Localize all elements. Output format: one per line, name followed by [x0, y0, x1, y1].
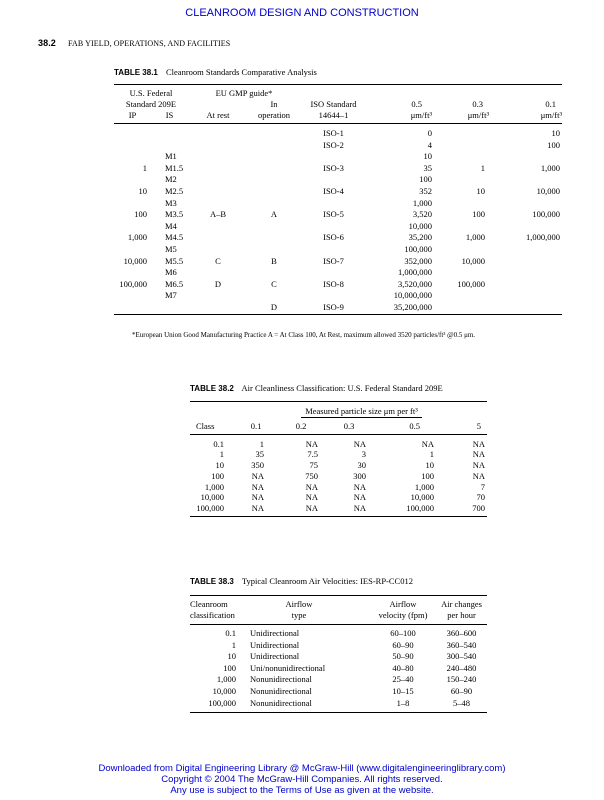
t1-cell-is: M2.5 — [165, 185, 184, 196]
t1-cell-p03: 100 — [472, 209, 485, 220]
t2-cell-3: 30 — [357, 460, 366, 471]
t2-cell-2: NA — [305, 492, 318, 503]
t1-cell-p05: 100 — [419, 174, 432, 185]
t1-cell-p05: 35 — [423, 162, 432, 173]
table2 — [190, 401, 487, 517]
table-row — [114, 151, 562, 163]
t1-cell-iso — [300, 198, 367, 210]
t3-cell-air-changes: 240–480 — [446, 662, 477, 673]
t2-cell-4: 1 — [429, 449, 434, 460]
table-row — [114, 198, 562, 210]
t1-cell-iso: ISO-3 — [323, 162, 344, 173]
table-row — [190, 698, 487, 713]
t1-cell-iso: ISO-6 — [323, 232, 344, 243]
page-number: 38.2 — [38, 38, 56, 48]
t3-cell-velocity: 25–40 — [392, 674, 414, 685]
t2-cell-0: 10 — [215, 460, 224, 471]
table2-title: Air Cleanliness Classification: U.S. Federal Standard 209E — [241, 383, 443, 393]
t1-cell-p01: 100 — [547, 139, 560, 150]
t1-cell-p01 — [489, 221, 562, 233]
t3-h-type-2: type — [248, 610, 370, 625]
t1-col-03-1: 0.3 — [472, 99, 483, 109]
t1-cell-atrest — [188, 198, 248, 210]
t1-col-iso-1: ISO Standard — [310, 99, 357, 109]
t1-cell-iso: ISO-1 — [323, 128, 344, 138]
t1-cell-p03 — [432, 290, 489, 302]
t1-cell-is — [151, 124, 188, 140]
t1-cell-inop — [248, 163, 300, 175]
t1-cell-ip: 10 — [138, 185, 147, 196]
t1-cell-is: M6.5 — [165, 278, 184, 289]
t1-cell-inop — [248, 232, 300, 244]
t1-group-federal: U.S. Federal — [129, 88, 173, 98]
t1-cell-iso — [300, 151, 367, 163]
t1-cell-ip: 100,000 — [119, 278, 147, 289]
table-row — [190, 449, 487, 460]
t3-cell-air-changes: 150–240 — [446, 674, 477, 685]
t3-cell-class: 10,000 — [212, 685, 236, 696]
t1-cell-inop — [248, 198, 300, 210]
t3-cell-air-changes: 5–48 — [453, 697, 470, 708]
t1-cell-p05: 35,200,000 — [393, 301, 432, 312]
t1-group-federal-2: Standard 209E — [125, 99, 177, 109]
t3-cell-velocity: 10–15 — [392, 685, 414, 696]
t2-cell-3: NA — [353, 502, 366, 513]
t1-cell-p05: 10,000 — [408, 220, 432, 231]
t1-cell-atrest — [188, 174, 248, 186]
t3-cell-velocity: 40–80 — [392, 662, 414, 673]
t3-h-vel-2: velocity (fpm) — [370, 610, 436, 625]
t2-cell-5: NA — [472, 460, 485, 471]
t2-cell-4: 100 — [421, 470, 434, 481]
t1-cell-inop: A — [270, 209, 278, 220]
t1-cell-p03 — [432, 124, 489, 140]
t3-cell-velocity: 50–90 — [392, 651, 414, 662]
t1-cell-atrest — [188, 302, 248, 314]
t3-cell-type: Unidirectional — [250, 639, 300, 650]
t3-cell-velocity: 1–8 — [396, 697, 410, 708]
t2-cell-1: NA — [251, 470, 264, 481]
t1-cell-is: M3.5 — [165, 209, 184, 220]
table-row — [190, 625, 487, 640]
t1-cell-p01: 10 — [551, 128, 560, 138]
t1-cell-inop — [248, 244, 300, 256]
table-row — [190, 686, 487, 698]
t1-col-ip: IP — [114, 110, 151, 124]
t3-cell-type: Unidirectional — [250, 628, 300, 638]
table-row — [190, 471, 487, 482]
t1-cell-atrest — [188, 267, 248, 279]
t2-cell-0: 10,000 — [200, 492, 224, 503]
t1-cell-p05: 35,200 — [408, 232, 432, 243]
t3-h-class-2: classification — [190, 610, 248, 625]
t2-cell-0: 1 — [219, 449, 224, 460]
t1-cell-p05: 10,000,000 — [393, 290, 432, 301]
t2-cell-1: NA — [251, 492, 264, 503]
t1-cell-is: M4 — [165, 220, 177, 231]
table-row — [114, 279, 562, 291]
t1-cell-atrest — [188, 124, 248, 140]
t2-cell-5: 700 — [472, 502, 485, 513]
t1-cell-p01 — [489, 302, 562, 314]
t1-cell-inop: D — [270, 301, 278, 312]
t1-cell-p01: 100,000 — [532, 209, 560, 220]
t1-cell-ip — [114, 124, 151, 140]
t1-cell-ip: 1 — [142, 162, 147, 173]
table-row — [190, 492, 487, 503]
table1-number: TABLE 38.1 — [114, 68, 158, 77]
t1-cell-inop — [248, 174, 300, 186]
t2-cell-4: 10,000 — [410, 492, 434, 503]
t2-cell-1: 1 — [259, 438, 264, 449]
table-row — [190, 503, 487, 516]
t1-cell-p03 — [432, 198, 489, 210]
page-banner: CLEANROOM DESIGN AND CONSTRUCTION — [185, 7, 419, 19]
t1-cell-atrest — [188, 232, 248, 244]
t1-cell-is — [151, 302, 188, 314]
t1-cell-ip — [114, 221, 151, 233]
t1-cell-p01: 1,000,000 — [526, 232, 560, 243]
t1-cell-inop — [248, 290, 300, 302]
t1-cell-p03: 1,000 — [465, 232, 485, 243]
t1-cell-iso: ISO-7 — [323, 255, 344, 266]
t1-cell-ip: 1,000 — [127, 232, 147, 243]
t2-cell-3: NA — [353, 492, 366, 503]
t1-cell-p05: 100,000 — [404, 243, 432, 254]
t1-cell-iso — [300, 221, 367, 233]
t1-cell-p03: 1 — [480, 162, 485, 173]
table-row — [114, 267, 562, 279]
t1-cell-p05: 4 — [427, 139, 432, 150]
table-row — [114, 232, 562, 244]
t2-cell-1: 350 — [251, 460, 264, 471]
t1-cell-p01: 1,000 — [540, 162, 560, 173]
t1-cell-p05: 1,000 — [412, 197, 432, 208]
t1-cell-atrest — [188, 221, 248, 233]
t1-cell-ip — [114, 140, 151, 152]
t1-cell-atrest — [188, 151, 248, 163]
credit-footer — [0, 763, 604, 796]
t1-cell-p03: 10,000 — [461, 255, 485, 266]
t3-cell-air-changes: 360–600 — [446, 628, 477, 638]
t1-cell-p01 — [489, 290, 562, 302]
table1 — [114, 84, 562, 315]
table3 — [190, 595, 487, 713]
t2-cell-0: 100,000 — [196, 502, 224, 513]
t2-cell-2: NA — [305, 481, 318, 492]
credit-line-1[interactable]: Downloaded from Digital Engineering Library @ McGraw-Hill (www.digitalengineeringlibrary.com) — [98, 763, 506, 774]
t1-cell-ip: 10,000 — [123, 255, 147, 266]
t1-col-atrest: At rest — [188, 110, 248, 124]
t1-cell-is: M1.5 — [165, 162, 184, 173]
t1-cell-is — [151, 140, 188, 152]
t1-cell-p05: 10 — [423, 151, 432, 162]
t3-cell-velocity: 60–90 — [392, 639, 414, 650]
t1-cell-iso: ISO-4 — [323, 185, 344, 196]
table-row — [114, 290, 562, 302]
t1-cell-atrest — [188, 163, 248, 175]
t1-cell-is: M3 — [165, 197, 177, 208]
t1-cell-atrest — [188, 186, 248, 198]
t1-col-is: IS — [151, 110, 188, 124]
t1-cell-ip — [114, 302, 151, 314]
t1-cell-ip — [114, 267, 151, 279]
t1-cell-atrest: C — [215, 255, 221, 266]
t2-cell-2: NA — [305, 438, 318, 449]
t1-group-eu: EU GMP guide* — [215, 88, 273, 98]
table-row — [114, 174, 562, 186]
table-row — [114, 163, 562, 175]
credit-line-3: Any use is subject to the Terms of Use as given at the website. — [170, 785, 434, 796]
table-row — [114, 209, 562, 221]
t2-cell-5: NA — [472, 470, 485, 481]
t1-cell-ip — [114, 290, 151, 302]
t2-cell-3: 3 — [361, 449, 366, 460]
running-head-text: FAB YIELD, OPERATIONS, AND FACILITIES — [68, 39, 231, 48]
table1-footnote: *European Union Good Manufacturing Practice A = At Class 100, At Rest, maximum allowed 3520 particles/ft³ @0.5 μm. — [132, 331, 476, 339]
t1-cell-p05: 1,000,000 — [398, 267, 432, 278]
t1-cell-p01 — [489, 198, 562, 210]
t1-cell-atrest — [188, 290, 248, 302]
t2-header-3: 0.3 — [326, 418, 372, 434]
table-row — [114, 244, 562, 256]
t1-cell-ip — [114, 244, 151, 256]
t2-cell-2: 7.5 — [307, 449, 318, 460]
t1-cell-p05: 3,520 — [412, 209, 432, 220]
t1-cell-atrest: D — [214, 278, 222, 289]
t1-cell-p03 — [432, 151, 489, 163]
t1-col-inop-2: operation — [248, 110, 300, 124]
credit-line-2: Copyright © 2004 The McGraw-Hill Companies. All rights reserved. — [161, 774, 443, 785]
table-row — [114, 302, 562, 314]
t1-col-05-2: μm/ft³ — [367, 110, 432, 124]
t3-cell-velocity: 60–100 — [390, 628, 416, 638]
t1-cell-p03 — [432, 244, 489, 256]
t1-col-01-1: 0.1 — [545, 99, 556, 109]
t1-cell-is: M4.5 — [165, 232, 184, 243]
t1-cell-is: M5.5 — [165, 255, 184, 266]
t2-cell-4: 10 — [425, 460, 434, 471]
t3-cell-class: 100,000 — [208, 697, 236, 708]
t1-cell-inop — [248, 140, 300, 152]
t1-cell-iso — [300, 290, 367, 302]
table-row — [190, 434, 487, 449]
t1-cell-is: M1 — [165, 151, 177, 162]
t3-cell-class: 10 — [227, 651, 236, 662]
t2-cell-3: NA — [353, 438, 366, 449]
t2-cell-2: NA — [305, 502, 318, 513]
table2-caption — [190, 383, 443, 393]
t2-cell-3: 300 — [353, 470, 366, 481]
t1-cell-p01: 10,000 — [536, 185, 560, 196]
t1-cell-is: M7 — [165, 290, 177, 301]
t3-h-ach-2: per hour — [436, 610, 487, 625]
t1-cell-iso: ISO-8 — [323, 278, 344, 289]
t3-cell-air-changes: 60–90 — [450, 685, 473, 696]
table-row — [190, 663, 487, 675]
t1-cell-p03: 10 — [476, 185, 485, 196]
t1-cell-p03 — [432, 140, 489, 152]
t2-cell-0: 0.1 — [213, 438, 224, 449]
t1-cell-p03 — [432, 267, 489, 279]
t3-cell-class: 1,000 — [216, 674, 236, 685]
t2-cell-4: 100,000 — [406, 502, 434, 513]
t2-cell-2: 750 — [305, 470, 318, 481]
t2-cell-1: 35 — [255, 449, 264, 460]
t1-cell-is: M2 — [165, 174, 177, 185]
t2-header-1: 0.1 — [236, 418, 276, 434]
t1-cell-p03 — [432, 221, 489, 233]
table3-title: Typical Cleanroom Air Velocities: IES-RP-CC012 — [241, 576, 413, 586]
t1-cell-p01 — [489, 267, 562, 279]
t1-cell-ip — [114, 174, 151, 186]
t1-col-05-1: 0.5 — [411, 99, 422, 109]
t1-cell-p01 — [489, 174, 562, 186]
t2-cell-0: 100 — [211, 470, 224, 481]
t1-cell-atrest — [188, 244, 248, 256]
t2-cell-4: NA — [421, 438, 434, 449]
t2-cell-5: 7 — [480, 481, 485, 492]
t1-cell-inop: C — [271, 278, 277, 289]
t1-cell-ip — [114, 198, 151, 210]
table3-caption — [190, 576, 413, 586]
t2-cell-3: NA — [353, 481, 366, 492]
t1-cell-p03: 100,000 — [457, 278, 485, 289]
t3-cell-type: Nonunidirectional — [250, 685, 312, 696]
table-row — [114, 124, 562, 140]
t3-cell-class: 1 — [231, 639, 236, 650]
t1-cell-iso: ISO-5 — [323, 209, 344, 220]
t3-h-type-1: Airflow — [285, 599, 313, 609]
t3-cell-class: 100 — [223, 662, 236, 673]
table-row — [190, 482, 487, 493]
t3-h-class-1: Cleanroom — [190, 599, 228, 609]
t1-cell-p01 — [489, 151, 562, 163]
t1-cell-inop — [248, 124, 300, 140]
t1-cell-inop — [248, 151, 300, 163]
t1-col-03-2: μm/ft³ — [432, 110, 489, 124]
table3-number: TABLE 38.3 — [190, 577, 234, 586]
t3-cell-air-changes: 360–540 — [446, 639, 477, 650]
t1-cell-iso — [300, 174, 367, 186]
table2-number: TABLE 38.2 — [190, 384, 234, 393]
table-row — [190, 640, 487, 652]
t1-cell-p01 — [489, 256, 562, 268]
t2-cell-1: NA — [251, 481, 264, 492]
running-head — [38, 38, 230, 48]
t1-cell-iso — [300, 244, 367, 256]
t1-cell-inop — [248, 186, 300, 198]
t2-cell-5: 70 — [476, 492, 485, 503]
t2-cell-5: NA — [472, 438, 485, 449]
t1-cell-p03 — [432, 302, 489, 314]
t1-cell-ip — [114, 151, 151, 163]
table-row — [190, 651, 487, 663]
t3-h-vel-1: Airflow — [389, 599, 417, 609]
t2-cell-5: NA — [472, 449, 485, 460]
t1-col-01-2: μm/ft³ — [489, 110, 562, 124]
t2-header-2: 0.2 — [276, 418, 326, 434]
t1-cell-inop — [248, 221, 300, 233]
t3-cell-type: Nonunidirectional — [250, 674, 312, 685]
t1-cell-p05: 352 — [419, 185, 432, 196]
t1-cell-p05: 352,000 — [404, 255, 432, 266]
t1-col-iso-2: 14644–1 — [300, 110, 367, 124]
t2-header-5: 5 — [440, 418, 487, 434]
table-row — [114, 221, 562, 233]
t1-cell-p01 — [489, 244, 562, 256]
t1-cell-iso — [300, 267, 367, 279]
table-row — [190, 460, 487, 471]
t1-cell-atrest — [188, 140, 248, 152]
t2-header-4: 0.5 — [372, 418, 440, 434]
t3-cell-type: Uni/nonunidirectional — [250, 662, 326, 673]
t2-cell-1: NA — [251, 502, 264, 513]
t2-cell-4: 1,000 — [414, 481, 434, 492]
t3-h-ach-1: Air changes — [441, 599, 482, 609]
t1-cell-inop: B — [271, 255, 277, 266]
t3-cell-class: 0.1 — [225, 628, 236, 638]
t3-cell-type: Nonunidirectional — [250, 697, 312, 708]
t1-cell-is: M5 — [165, 243, 177, 254]
t2-cell-0: 1,000 — [204, 481, 224, 492]
t1-cell-p05: 3,520,000 — [398, 278, 432, 289]
t1-cell-p01 — [489, 279, 562, 291]
t2-cell-2: 75 — [309, 460, 318, 471]
table-row — [114, 186, 562, 198]
t1-cell-iso: ISO-2 — [323, 139, 344, 150]
t1-cell-inop — [248, 267, 300, 279]
table1-caption — [114, 67, 317, 77]
t1-cell-p03 — [432, 174, 489, 186]
t2-group-header: Measured particle size μm per ft³ — [301, 406, 422, 418]
table-row — [190, 674, 487, 686]
table-row — [114, 256, 562, 268]
t3-cell-type: Unidirectional — [250, 651, 300, 662]
t1-cell-p05: 0 — [427, 128, 432, 138]
t1-col-inop-1: In — [270, 99, 278, 109]
table-row — [114, 140, 562, 152]
t3-cell-air-changes: 300–540 — [446, 651, 477, 662]
t1-cell-is: M6 — [165, 267, 177, 278]
t1-cell-ip: 100 — [134, 209, 147, 220]
t1-cell-atrest: A–B — [209, 209, 227, 220]
t2-header-0: Class — [190, 418, 236, 434]
table1-title: Cleanroom Standards Comparative Analysis — [166, 67, 317, 77]
t1-cell-iso: ISO-9 — [323, 301, 344, 312]
